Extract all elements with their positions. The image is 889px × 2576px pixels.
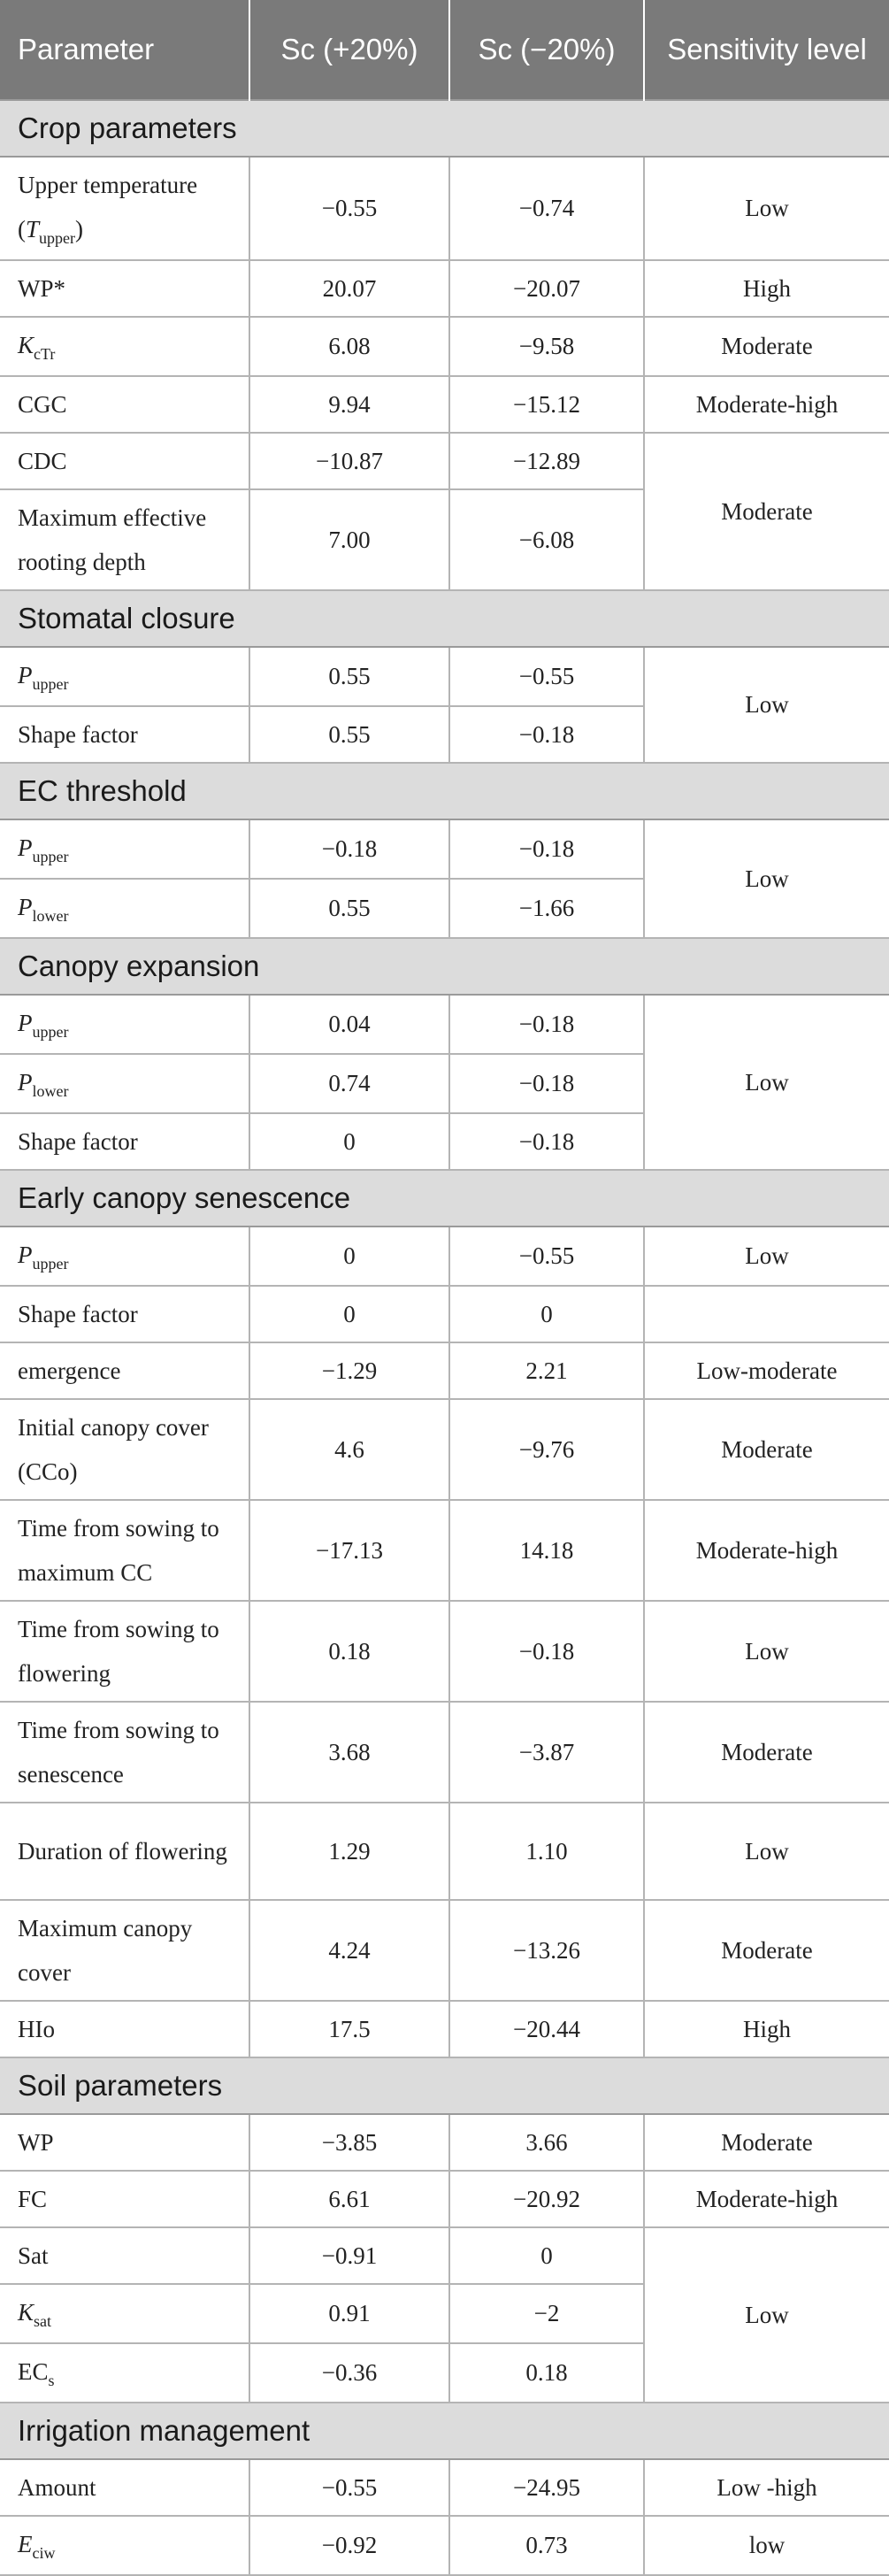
sc-minus-cell: −0.18 [449, 1054, 644, 1113]
level-cell: low [644, 2516, 889, 2575]
sc-minus-cell: −20.07 [449, 260, 644, 317]
param-text: ) [75, 216, 84, 242]
level-cell: Low-moderate [644, 1342, 889, 1399]
sc-minus-cell: 2.21 [449, 1342, 644, 1399]
sc-minus-cell: −3.87 [449, 1702, 644, 1803]
sc-minus-cell: −9.76 [449, 1399, 644, 1500]
param-symbol: EC [18, 2358, 49, 2385]
sc-plus-cell: 0.55 [249, 879, 449, 938]
level-cell: Moderate [644, 317, 889, 376]
table-row [0, 1286, 889, 1342]
param-cell: Shape factor [0, 706, 249, 763]
sc-plus-cell: −10.87 [249, 433, 449, 489]
sc-plus-cell: −0.18 [249, 819, 449, 879]
sc-minus-cell: −0.55 [449, 647, 644, 706]
table-row [0, 1500, 889, 1601]
param-cell: FC [0, 2171, 249, 2227]
sc-plus-cell: 0 [249, 1226, 449, 1286]
param-cell [0, 2343, 249, 2403]
sc-minus-cell: −0.18 [449, 1113, 644, 1170]
param-cell [0, 157, 249, 260]
sc-minus-cell: −12.89 [449, 433, 644, 489]
sc-plus-cell: 3.68 [249, 1702, 449, 1803]
sc-plus-cell: −17.13 [249, 1500, 449, 1601]
level-cell: Low -high [644, 2459, 889, 2516]
section-title: Stomatal closure [0, 590, 889, 647]
sc-minus-cell: −0.18 [449, 995, 644, 1054]
param-cell [0, 995, 249, 1054]
table-row [0, 2459, 889, 2516]
table-row [0, 2114, 889, 2171]
param-cell [0, 1226, 249, 1286]
param-symbol: P [18, 1069, 33, 1096]
sc-minus-cell: −13.26 [449, 1900, 644, 2001]
sc-minus-cell: 3.66 [449, 2114, 644, 2171]
section-title: Canopy expansion [0, 938, 889, 995]
section-irrigation [0, 2403, 889, 2459]
sc-plus-cell: 0.18 [249, 1601, 449, 1702]
level-cell: Moderate [644, 433, 889, 590]
table-row [0, 376, 889, 433]
header-parameter: Parameter [0, 0, 249, 100]
param-cell: HIo [0, 2001, 249, 2057]
table-row [0, 1342, 889, 1399]
table-row [0, 995, 889, 1054]
param-symbol: K [18, 2299, 34, 2326]
sc-plus-cell: 17.5 [249, 2001, 449, 2057]
section-title: Early canopy senescence [0, 1170, 889, 1226]
param-cell: CGC [0, 376, 249, 433]
level-cell: Moderate [644, 1702, 889, 1803]
table-row [0, 2227, 889, 2284]
param-cell: Maximum effective rooting depth [0, 489, 249, 590]
param-symbol: P [18, 834, 33, 861]
table-row [0, 260, 889, 317]
param-cell [0, 819, 249, 879]
sc-plus-cell: 1.29 [249, 1803, 449, 1900]
table-row [0, 1702, 889, 1803]
param-text: Upper temperature ( [18, 172, 198, 242]
sc-minus-cell: 0.18 [449, 2343, 644, 2403]
level-cell: Low [644, 157, 889, 260]
sc-plus-cell: 0.74 [249, 1054, 449, 1113]
param-cell: CDC [0, 433, 249, 489]
level-cell: Moderate [644, 1399, 889, 1500]
table-row [0, 1601, 889, 1702]
param-subscript: cTr [34, 345, 56, 363]
sc-minus-cell: −1.66 [449, 879, 644, 938]
sc-plus-cell: −0.91 [249, 2227, 449, 2284]
section-ec [0, 763, 889, 819]
table-row [0, 2516, 889, 2575]
section-stomatal [0, 590, 889, 647]
param-symbol: P [18, 894, 33, 920]
param-cell [0, 2516, 249, 2575]
sc-plus-cell: −3.85 [249, 2114, 449, 2171]
level-cell: Moderate [644, 1900, 889, 2001]
table-row [0, 2171, 889, 2227]
param-cell: Time from sowing to maximum CC [0, 1500, 249, 1601]
level-cell: Moderate-high [644, 1500, 889, 1601]
param-cell: Time from sowing to senescence [0, 1702, 249, 1803]
section-early-senescence [0, 1170, 889, 1226]
param-subscript: upper [32, 675, 69, 693]
param-cell: Amount [0, 2459, 249, 2516]
sc-plus-cell: −0.92 [249, 2516, 449, 2575]
param-cell: Maximum canopy cover [0, 1900, 249, 2001]
sc-plus-cell: 6.08 [249, 317, 449, 376]
sc-plus-cell: 0 [249, 1286, 449, 1342]
sc-plus-cell: 0 [249, 1113, 449, 1170]
param-cell [0, 2284, 249, 2343]
sc-minus-cell: −0.55 [449, 1226, 644, 1286]
table-row [0, 1399, 889, 1500]
sc-plus-cell: −0.55 [249, 2459, 449, 2516]
param-symbol: P [18, 1242, 33, 1268]
param-cell: WP [0, 2114, 249, 2171]
sc-minus-cell: −0.18 [449, 819, 644, 879]
param-subscript: sat [34, 2312, 52, 2330]
param-symbol: P [18, 662, 33, 688]
sc-minus-cell: 0 [449, 1286, 644, 1342]
param-cell [0, 1054, 249, 1113]
level-cell: Low [644, 1226, 889, 1286]
param-symbol: P [18, 1010, 33, 1036]
sc-plus-cell: 9.94 [249, 376, 449, 433]
sc-minus-cell: −15.12 [449, 376, 644, 433]
sc-plus-cell: 0.55 [249, 706, 449, 763]
table-row [0, 1900, 889, 2001]
param-cell: Sat [0, 2227, 249, 2284]
table-row [0, 819, 889, 879]
sc-plus-cell: 0.04 [249, 995, 449, 1054]
header-sc-plus: Sc (+20%) [249, 0, 449, 100]
level-cell: Low [644, 2227, 889, 2403]
param-subscript: ciw [32, 2544, 56, 2562]
table-row [0, 1803, 889, 1900]
sc-plus-cell: 7.00 [249, 489, 449, 590]
level-cell: Low [644, 995, 889, 1170]
level-cell: Low [644, 819, 889, 938]
level-cell: Moderate-high [644, 2171, 889, 2227]
header-row [0, 0, 889, 100]
param-cell: WP* [0, 260, 249, 317]
param-subscript: upper [32, 1255, 69, 1273]
section-title: EC threshold [0, 763, 889, 819]
param-cell: Time from sowing to flowering [0, 1601, 249, 1702]
sc-minus-cell: −2 [449, 2284, 644, 2343]
sc-plus-cell: 4.24 [249, 1900, 449, 2001]
level-cell: Low [644, 1803, 889, 1900]
sc-plus-cell: 0.91 [249, 2284, 449, 2343]
level-cell: Low [644, 1601, 889, 1702]
param-cell [0, 879, 249, 938]
param-subscript: upper [39, 229, 76, 247]
param-symbol: T [26, 216, 40, 242]
header-sc-minus: Sc (−20%) [449, 0, 644, 100]
sc-minus-cell: −9.58 [449, 317, 644, 376]
level-cell: Moderate-high [644, 376, 889, 433]
level-cell: High [644, 2001, 889, 2057]
param-cell [0, 647, 249, 706]
table-row [0, 317, 889, 376]
sc-minus-cell: −0.18 [449, 1601, 644, 1702]
section-title: Crop parameters [0, 100, 889, 157]
param-symbol: K [18, 332, 34, 358]
param-subscript: lower [32, 1082, 69, 1100]
sc-minus-cell: −0.74 [449, 157, 644, 260]
sc-plus-cell: −0.36 [249, 2343, 449, 2403]
level-cell: High [644, 260, 889, 317]
param-subscript: upper [32, 848, 69, 865]
table-row [0, 2001, 889, 2057]
param-cell: Shape factor [0, 1286, 249, 1342]
sc-minus-cell: −20.92 [449, 2171, 644, 2227]
table-row [0, 157, 889, 260]
param-subscript: s [48, 2372, 55, 2389]
sc-plus-cell: 6.61 [249, 2171, 449, 2227]
sc-plus-cell: 20.07 [249, 260, 449, 317]
sc-plus-cell: −1.29 [249, 1342, 449, 1399]
table-row [0, 433, 889, 489]
param-cell: Duration of flowering [0, 1803, 249, 1900]
sc-minus-cell: 0.73 [449, 2516, 644, 2575]
sc-minus-cell: −20.44 [449, 2001, 644, 2057]
table-row [0, 647, 889, 706]
sc-plus-cell: −0.55 [249, 157, 449, 260]
sc-minus-cell: 14.18 [449, 1500, 644, 1601]
sc-minus-cell: −24.95 [449, 2459, 644, 2516]
section-soil [0, 2057, 889, 2114]
param-symbol: E [18, 2531, 33, 2557]
param-subscript: upper [32, 1023, 69, 1041]
section-crop [0, 100, 889, 157]
section-canopy [0, 938, 889, 995]
param-cell: Initial canopy cover (CCo) [0, 1399, 249, 1500]
sc-minus-cell: −0.18 [449, 706, 644, 763]
header-sensitivity: Sensitivity level [644, 0, 889, 100]
param-subscript: lower [32, 907, 69, 925]
sc-minus-cell: 0 [449, 2227, 644, 2284]
sc-plus-cell: 4.6 [249, 1399, 449, 1500]
param-cell: emergence [0, 1342, 249, 1399]
sc-minus-cell: 1.10 [449, 1803, 644, 1900]
level-cell [644, 1286, 889, 1342]
sc-minus-cell: −6.08 [449, 489, 644, 590]
table-row [0, 1226, 889, 1286]
param-cell [0, 317, 249, 376]
section-title: Irrigation management [0, 2403, 889, 2459]
level-cell: Moderate [644, 2114, 889, 2171]
section-title: Soil parameters [0, 2057, 889, 2114]
level-cell: Low [644, 647, 889, 763]
sc-plus-cell: 0.55 [249, 647, 449, 706]
param-cell: Shape factor [0, 1113, 249, 1170]
